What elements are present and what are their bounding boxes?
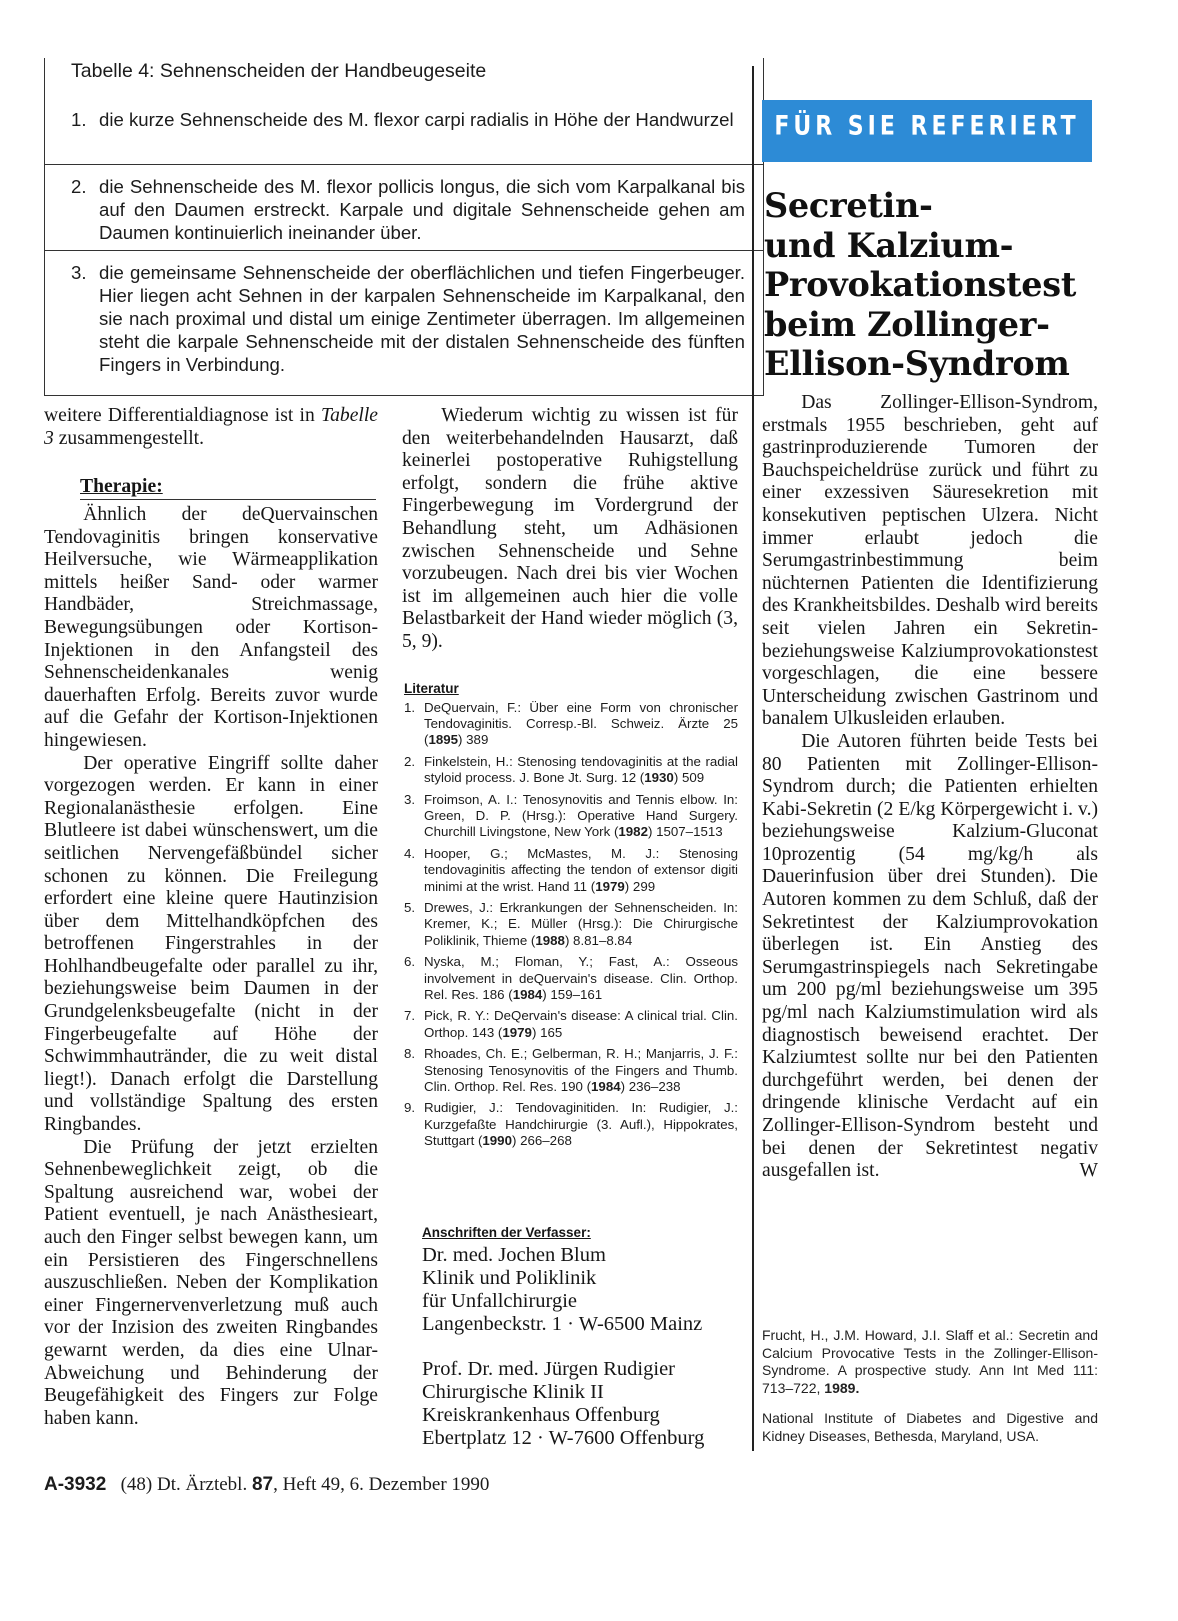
citation-text: Frucht, H., J.M. Howard, J.I. Slaff et al.: Secretin and Calcium Provocative Tests in the Zollinger-Ellison-Syndrome. A prospective study. Ann Int Med 111: 713–722, bbox=[762, 1327, 1098, 1396]
reference-year: 1990 bbox=[482, 1132, 512, 1148]
table-row bbox=[45, 250, 763, 401]
title-line: Secretin- bbox=[764, 186, 933, 225]
journal-name: Dt. Ärztebl. bbox=[156, 1474, 248, 1495]
reference-number: 8. bbox=[404, 1046, 416, 1062]
reference-pages: ) 165 bbox=[531, 1024, 563, 1040]
reference-number: 3. bbox=[404, 792, 416, 808]
reference-pages: ) 236–238 bbox=[620, 1078, 681, 1094]
middle-column-body bbox=[402, 405, 738, 654]
reference-year: 1979 bbox=[595, 878, 625, 894]
reference-year: 1982 bbox=[618, 824, 648, 840]
reference-item bbox=[404, 700, 738, 749]
page-code: A-3932 bbox=[44, 1474, 107, 1495]
reference-year: 1984 bbox=[591, 1078, 621, 1094]
reference-text: Finkelstein, H.: Stenosing tendovaginitis at the radial styloid process. J. Bone Jt. Surg. 12 ( bbox=[424, 754, 738, 786]
reference-pages: ) 266–268 bbox=[511, 1132, 572, 1148]
title-line: beim Zollinger- bbox=[764, 304, 1050, 344]
reference-number: 5. bbox=[404, 900, 416, 916]
reference-pages: ) 509 bbox=[673, 770, 705, 786]
title-line: Provokationstest bbox=[764, 265, 1076, 304]
paragraph: Wiederum wichtig zu wissen ist für den weiterbehandelnden Hausarzt, daß keinerlei postoperative Ruhigstellung erfolgt, sondern die frühe aktive Fingerbewegung im Vordergrund der Behandlung steht, um Adhäsionen zwischen Sehnenscheide und Sehne vorzubeugen. Nach drei bis vier Wochen ist im allgemeinen auch hier die volle Belastbarkeit der Hand wieder möglich (3, 5, 9). bbox=[402, 405, 738, 652]
intro-before: weitere Differentialdiagnose ist in bbox=[44, 405, 322, 426]
table-row bbox=[45, 108, 763, 168]
citation-year: 1989. bbox=[824, 1379, 860, 1396]
paragraph: Der operative Eingriff sollte daher vorgezogen werden. Er kann in einer Regionalanästhesie erfolgen. Eine Blutleere ist dabei wünschenswert, um die seitlichen Nervengefäßbündel sicher schonen zu können. Die Freilegung erfordert eine kleine quere Hautinzision über dem Mittelhandköpfchen des betroffenen Fingerstrahles in der Hohlhandbeugefalte oder parallel zu ihr, beziehungsweise beim Daumen in der Grundgelenksbeugefalte (nicht in der Fingerbeugefalte auf Höhe der Schwimmhautränder, die zu weit distal liegt!). Danach erfolgt die Darstellung und vollständige Spaltung des ersten Ringbandes. bbox=[44, 752, 378, 1136]
table-row-number: 3. bbox=[71, 262, 87, 283]
intro-after: zusammengestellt. bbox=[53, 427, 204, 449]
anschriften-heading: Anschriften der Verfasser: bbox=[422, 1225, 591, 1240]
paragraph bbox=[762, 731, 1098, 1183]
paragraph: Die Prüfung der jetzt erzielten Sehnenbeweglichkeit zeigt, ob die Spaltung ausreichend war, wobei der Patient eventuell, je nach Anästhesieart, auch den Finger selbst bewegen kann, um ein Persistieren des Fingerschnellens auszuschließen. Neben der Komplikation einer Fingernervenverletzung muß auch vor der Inzision des zweiten Ringbandes gewarnt werden, da dies eine Ulnar-Abweichung und Behinderung der Beugefähigkeit des Fingers zur Folge haben kann. bbox=[44, 1136, 378, 1429]
address-line: Prof. Dr. med. Jürgen Rudigier bbox=[422, 1358, 675, 1380]
reference-item bbox=[404, 954, 738, 1003]
table-4 bbox=[44, 58, 764, 396]
literatur-heading: Literatur bbox=[404, 681, 459, 696]
reference-item bbox=[404, 1100, 738, 1149]
reference-text: DeQuervain, F.: Über eine Form von chronischer Tendovaginitis. Corresp.-Bl. Schweiz. Ärzte 25 ( bbox=[424, 700, 738, 748]
table-row bbox=[45, 164, 763, 255]
signature: W bbox=[1079, 1160, 1098, 1182]
table-3-reference: Tabelle 3 bbox=[44, 405, 378, 449]
reference-item bbox=[404, 754, 738, 786]
reference-number: 1. bbox=[404, 700, 416, 715]
reference-number: 7. bbox=[404, 1008, 416, 1024]
therapie-heading: Therapie: bbox=[80, 476, 376, 500]
reference-text: Pick, R. Y.: DeQervain's disease: A clinical trial. Clin. Orthop. 143 ( bbox=[424, 1008, 738, 1040]
reference-year: 1930 bbox=[644, 770, 674, 786]
table-row-number: 1. bbox=[71, 109, 87, 130]
reference-year: 1984 bbox=[512, 986, 543, 1002]
section-banner bbox=[762, 100, 1092, 162]
reference-item bbox=[404, 792, 738, 841]
paragraph-text: Die Autoren führten beide Tests bei 80 Patienten mit Zollinger-Ellison-Syndrom durch; die Patienten erhielten Kabi-Sekretin (2 E/kg Körpergewicht i. v.) beziehungsweise Kalzium-Gluconat 10prozentig (54 mg/kg/h als Dauerinfusion über drei Stunden). Die Autoren kommen zu dem Schluß, daß der Sekretintest der Kalziumprovokation überlegen ist. Ein Anstieg des Serumgastrinspiegels nach Sekretingabe um 200 pg/ml beziehungsweise um 395 pg/ml nach Kalziumstimulation wird als diagnostisch beweisend erachtet. Der Kalziumtest sollte nur bei den Patienten durchgeführt werden, bei denen der dringende klinische Verdacht auf ein Zollinger-Ellison-Syndrom besteht und bei denen der Sekretintest negativ ausgefallen ist. bbox=[762, 730, 1098, 1182]
paragraph: Ähnlich der deQuervainschen Tendovaginitis bringen konservative Heilversuche, wie Wärmeapplikation mittels heißer Sand- oder warmer Handbäder, Streichmassage, Bewegungsübungen oder Kortison-Injektionen in den Anfangsteil des Sehnenscheidenkanales wenig dauerhaften Erfolg. Bereits zuvor wurde auf die Gefahr der Kortison-Injektionen hingewiesen. bbox=[44, 504, 378, 751]
references bbox=[404, 700, 738, 1149]
table-row-text: die gemeinsame Sehnenscheide der oberflächlichen und tiefen Fingerbeuger. Hier liegen acht Sehnen in der karpalen Sehnenscheide im Karpalkanal, den sie nach proximal und distal um einige Zentimeter überragen. Im allgemeinen steht die karpale Sehnenscheide mit der distalen Sehnenscheide des fünften Fingers in Verbindung. bbox=[99, 262, 745, 375]
address-line: Klinik und Poliklinik bbox=[422, 1267, 597, 1289]
article-title bbox=[764, 186, 1094, 384]
paragraph: Das Zollinger-Ellison-Syndrom, erstmals 1955 beschrieben, geht auf gastrinproduzierende Tumoren der Bauchspeicheldrüse zurück und führt zu einer exzessiven Säuresekretion mit konsekutiven peptischen Ulzera. Nicht immer erlaubt jedoch die Serumgastrinbestimmung beim nüchternen Patienten die Identifizierung des Krankheitsbildes. Deshalb wird bereits seit vielen Jahren ein Sekretin- beziehungsweise Kalziumprovokationstest vorgeschlagen, die eine bessere Unterscheidung zwischen Gastrinom und banalem Ulkusleiden erlauben. bbox=[762, 392, 1098, 730]
author-address-1 bbox=[422, 1244, 702, 1336]
reference-text: Drewes, J.: Erkrankungen der Sehnenscheiden. In: Kremer, K.; E. Müller (Hrsg.): Die Chirurgische Poliklinik, Thieme ( bbox=[424, 900, 738, 948]
reference-item bbox=[404, 1008, 738, 1040]
volume: 87 bbox=[251, 1474, 274, 1495]
reference-number: 9. bbox=[404, 1100, 416, 1116]
reference-item bbox=[404, 846, 738, 895]
banner-label: FÜR SIE REFERIERT bbox=[774, 111, 1080, 142]
reference-number: 4. bbox=[404, 846, 416, 862]
right-column-body bbox=[762, 392, 1098, 1183]
address-line: für Unfallchirurgie bbox=[422, 1290, 578, 1312]
reference-list bbox=[404, 700, 738, 1155]
reference-year: 1988 bbox=[535, 932, 565, 948]
address-line: Dr. med. Jochen Blum bbox=[422, 1244, 606, 1266]
address-line: Langenbeckstr. 1 · W-6500 Mainz bbox=[422, 1313, 703, 1335]
left-column-body bbox=[44, 504, 378, 1430]
address-line: Ebertplatz 12 · W-7600 Offenburg bbox=[422, 1427, 705, 1449]
reference-pages: ) 1507–1513 bbox=[647, 824, 723, 840]
intro-text bbox=[44, 405, 378, 450]
page-number: (48) bbox=[120, 1474, 153, 1495]
title-line: Ellison-Syndrom bbox=[764, 344, 1070, 383]
page-footer bbox=[44, 1474, 489, 1496]
reference-text: Nyska, M.; Floman, Y.; Fast, A.: Osseous involvement in deQuervain's disease. Clin. Orthop. Rel. Res. 186 ( bbox=[424, 954, 738, 1002]
reference-number: 6. bbox=[404, 954, 416, 970]
reference-year: 1895 bbox=[428, 732, 459, 748]
reference-number: 2. bbox=[404, 754, 416, 770]
reference-pages: ) 299 bbox=[624, 878, 656, 894]
reference-item bbox=[404, 1046, 738, 1095]
reference-item bbox=[404, 900, 738, 949]
affiliation: National Institute of Diabetes and Digestive and Kidney Diseases, Bethesda, Maryland, USA. bbox=[762, 1410, 1098, 1444]
reference-year: 1979 bbox=[502, 1024, 532, 1040]
citation bbox=[762, 1327, 1098, 1397]
title-line: und Kalzium- bbox=[764, 225, 1014, 265]
table-title: Tabelle 4: Sehnenscheiden der Handbeugeseite bbox=[71, 60, 487, 82]
table-row-text: die kurze Sehnenscheide des M. flexor carpi radialis in Höhe der Handwurzel bbox=[99, 109, 734, 130]
reference-pages: ) 8.81–8.84 bbox=[564, 932, 633, 948]
reference-text: Hooper, G.; McMastes, M. J.: Stenosing tendovaginitis affecting the tendon of extensor digiti minimi at the wrist. Hand 11 ( bbox=[424, 846, 738, 894]
issue-date: , Heft 49, 6. Dezember 1990 bbox=[273, 1474, 490, 1495]
table-row-text: die Sehnenscheide des M. flexor pollicis longus, die sich vom Karpalkanal bis auf den Daumen erstreckt. Karpale und digitale Sehnenscheide gehen am Daumen kontinuierlich ineinander über. bbox=[99, 176, 745, 243]
left-column-intro bbox=[44, 405, 378, 450]
table-row-number: 2. bbox=[71, 176, 87, 197]
address-line: Chirurgische Klinik II bbox=[422, 1381, 604, 1403]
author-address-2 bbox=[422, 1358, 704, 1450]
reference-text: Rudigier, J.: Tendovaginitiden. In: Rudigier, J.: Kurzgefaßte Handchirurgie (3. Aufl.), Hippokrates, Stuttgart ( bbox=[424, 1100, 738, 1148]
address-line: Kreiskrankenhaus Offenburg bbox=[422, 1404, 660, 1426]
reference-pages: ) 159–161 bbox=[542, 986, 603, 1002]
reference-text: Rhoades, Ch. E.; Gelberman, R. H.; Manjarris, J. F.: Stenosing Tenosynovitis of the Fingers and Thumb. Clin. Orthop. Rel. Res. 190 ( bbox=[424, 1046, 738, 1094]
reference-pages: ) 389 bbox=[458, 732, 489, 748]
reference-text: Froimson, A. I.: Tenosynovitis and Tennis elbow. In: Green, D. P. (Hrsg.): Operative Hand Surgery. Churchill Livingstone, New York ( bbox=[424, 792, 738, 840]
column-divider bbox=[752, 66, 754, 1451]
